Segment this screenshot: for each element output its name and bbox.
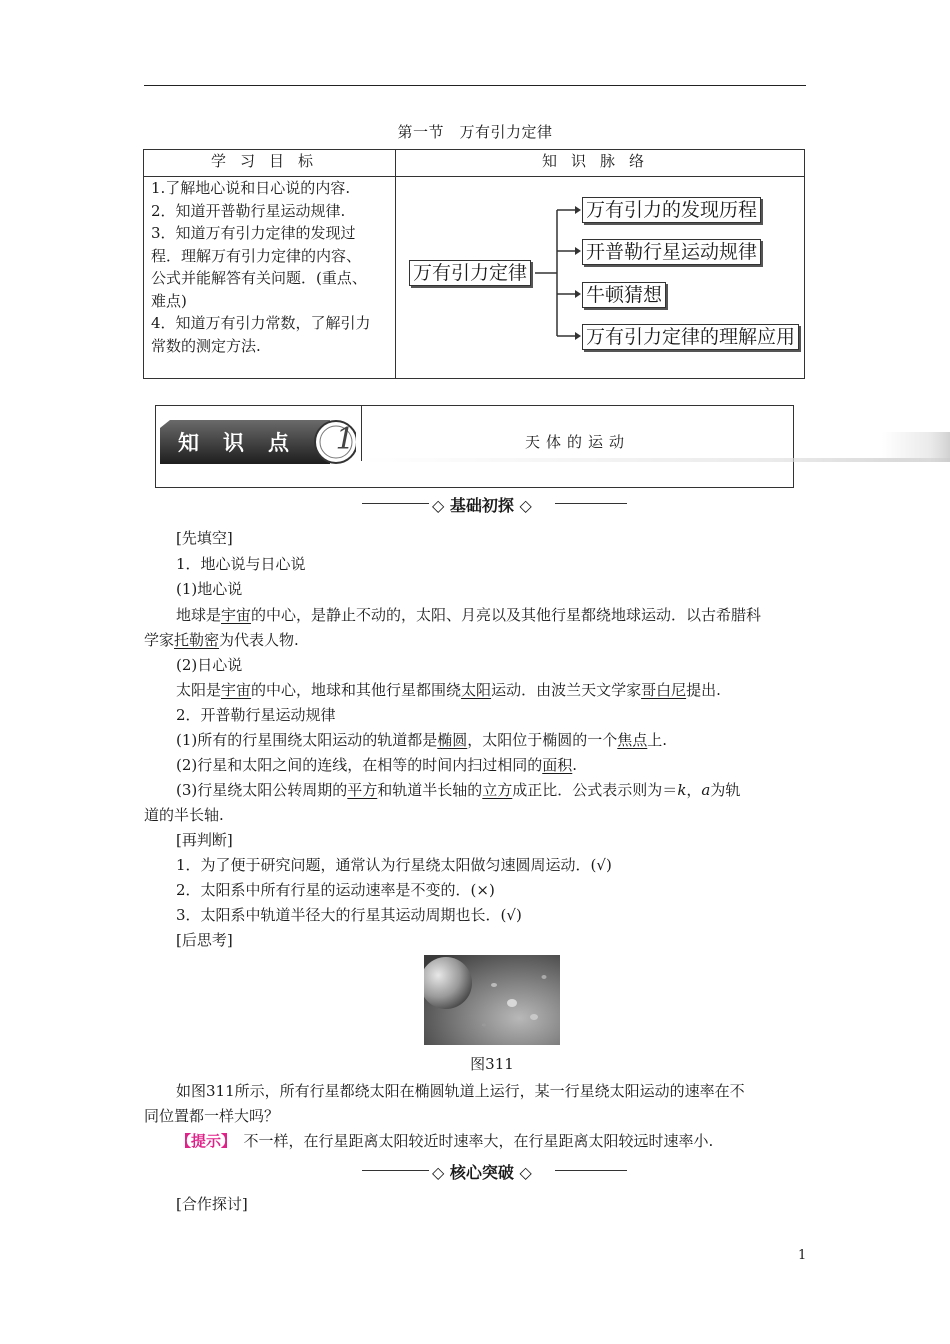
goal-line: 常数的测定方法. — [151, 336, 261, 355]
text-run: 地球是 — [176, 606, 222, 624]
text-run: 的中心，是静止不动的，太阳、月亮以及其他行星都绕地球运动．以古希腊科 — [251, 606, 762, 624]
text-run: 的中心，地球和其他行星都围绕 — [251, 681, 462, 699]
goal-line: 4．知道万有引力常数，了解引力 — [151, 314, 371, 332]
text-run: 上. — [647, 731, 668, 749]
judge-label: [再判断] — [176, 831, 233, 849]
paragraph-line — [176, 604, 761, 625]
text-run: 学家 — [144, 631, 175, 649]
learning-goals — [151, 177, 391, 357]
subitem-heading: (1)地心说 — [176, 580, 243, 598]
mindmap-branch: 万有引力定律的理解应用 — [582, 324, 799, 350]
goal-line: 2．知道开普勒行星运动规律. — [151, 201, 346, 220]
heading-rule-right — [555, 503, 627, 504]
planet-orbit-figure — [424, 955, 560, 1045]
answer-blank: 平方 — [347, 781, 378, 799]
text-run: 成正比．公式表示则为＝ — [512, 781, 678, 799]
answer-blank: 哥白尼 — [641, 681, 687, 699]
cooperate-label: [合作探讨] — [176, 1195, 248, 1213]
judge-item: 3．太阳系中轨道半径大的行星其运动周期也长．(√) — [176, 906, 522, 924]
answer-blank: 椭圆 — [437, 731, 468, 749]
answer-blank: 宇宙 — [221, 606, 252, 624]
section-heading-basic: ◇ 基础初探 ◇ — [432, 496, 532, 515]
text-run: 为轨 — [710, 781, 741, 799]
answer-blank: 太阳 — [461, 681, 492, 699]
question-line: 如图311所示，所有行星都绕太阳在椭圆轨道上运行，某一行星绕太阳运动的速率在不 — [176, 1082, 745, 1100]
text-run: (2)行星和太阳之间的连线，在相等的时间内扫过相同的 — [176, 756, 543, 774]
section-heading-text: 核心突破 — [449, 1163, 514, 1182]
text-run: 和轨道半长轴的 — [377, 781, 483, 799]
heading-rule-right — [555, 1170, 627, 1171]
text-run: 为代表人物. — [219, 631, 299, 649]
mindmap-branch: 万有引力的发现历程 — [582, 197, 761, 223]
text-run: 提出. — [686, 681, 721, 699]
hint-line — [176, 1130, 713, 1151]
answer-blank: 焦点 — [617, 731, 648, 749]
goal-line: 难点) — [151, 291, 187, 310]
text-run: 太阳是 — [176, 681, 222, 699]
goal-line: 1.了解地心说和日心说的内容. — [151, 179, 351, 197]
heading-rule-left — [362, 503, 429, 504]
math-variable: a — [701, 781, 711, 799]
table-header-knowledge: 知识脉络 — [541, 152, 658, 170]
figure-caption: 图311 — [470, 1055, 514, 1073]
answer-blank: 面积 — [542, 756, 573, 774]
paragraph-line — [176, 729, 667, 750]
answer-blank: 托勒密 — [174, 631, 220, 649]
text-run: ， — [686, 781, 702, 799]
paragraph-line: 道的半长轴. — [144, 806, 224, 824]
mindmap-branch: 开普勒行星运动规律 — [582, 239, 761, 265]
knowledge-point-label: 知识点 — [178, 431, 313, 455]
page-number: 1 — [798, 1248, 807, 1263]
paragraph-line — [176, 679, 721, 700]
mindmap-root: 万有引力定律 — [409, 260, 531, 286]
answer-blank: 宇宙 — [221, 681, 252, 699]
text-run: (3)行星绕太阳公转周期的 — [176, 781, 348, 799]
text-run: (1)所有的行星围绕太阳运动的轨道都是 — [176, 731, 438, 749]
judge-item: 1．为了便于研究问题，通常认为行星绕太阳做匀速圆周运动．(√) — [176, 856, 612, 874]
subitem-heading: (2)日心说 — [176, 656, 243, 674]
item-heading: 1．地心说与日心说 — [176, 555, 306, 573]
paragraph-line — [176, 779, 740, 800]
answer-blank: 立方 — [482, 781, 513, 799]
text-run: ，太阳位于椭圆的一个 — [467, 731, 618, 749]
math-variable: k — [677, 781, 687, 799]
decorative-stripes — [362, 430, 950, 465]
hint-text: 不一样，在行星距离太阳较近时速率大，在行星距离太阳较远时速率小. — [243, 1132, 714, 1150]
fill-blank-label: [先填空] — [176, 529, 233, 547]
header-rule — [144, 85, 806, 86]
section-heading-text: 基础初探 — [449, 496, 514, 515]
goal-line: 公式并能解答有关问题．(重点、 — [151, 269, 367, 287]
knowledge-point-topic: 天体的运动 — [524, 433, 630, 451]
knowledge-point-number: 1 — [335, 422, 355, 457]
paragraph-line — [144, 629, 299, 650]
think-label: [后思考] — [176, 931, 233, 949]
heading-rule-left — [362, 1170, 429, 1171]
item-heading: 2．开普勒行星运动规律 — [176, 706, 336, 724]
section-heading-core: ◇ 核心突破 ◇ — [432, 1163, 532, 1182]
hint-label: 【提示】 — [176, 1132, 229, 1150]
question-line: 同位置都一样大吗？ — [144, 1107, 280, 1125]
page-title: 第一节 万有引力定律 — [397, 123, 553, 141]
mindmap-branch: 牛顿猜想 — [582, 282, 666, 308]
paragraph-line — [176, 754, 577, 775]
goal-line: 程．理解万有引力定律的内容、 — [151, 246, 362, 265]
table-header-goals: 学习目标 — [210, 152, 327, 170]
goal-line: 3．知道万有引力定律的发现过 — [151, 224, 356, 242]
judge-item: 2．太阳系中所有行星的运动速率是不变的．(×) — [176, 881, 495, 899]
text-run: 运动．由波兰天文学家 — [491, 681, 642, 699]
text-run: . — [572, 756, 578, 774]
